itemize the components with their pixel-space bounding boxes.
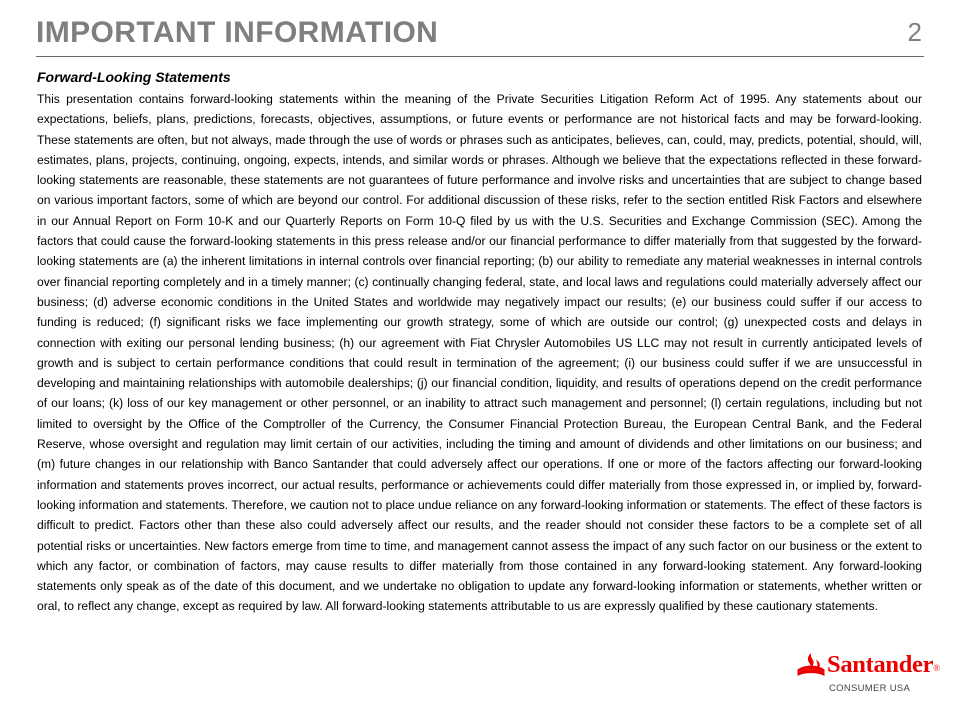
page-title: IMPORTANT INFORMATION <box>36 16 439 49</box>
forward-looking-statements-text: This presentation contains forward-looking statements within the meaning of the Private Securities Litigation Reform Act of 1995. Any statements about our expectations, beliefs, plans, predictions, forecasts, objectives, assumptions, or future events or performance are not historical facts and may be forward-looking. These statements are often, but not always, made through the use of words or phrases such as anticipates, believes, can, could, may, predicts, potential, should, will, estimates, plans, projects, continuing, ongoing, expects, intends, and similar words or phrases. Although we believe that the expectations reflected in these forward-looking statements are reasonable, these statements are not guarantees of future performance and involve risks and uncertainties that are subject to change based on various important factors, some of which are beyond our control. For additional discussion of these risks, refer to the section entitled Risk Factors and elsewhere in our Annual Report on Form 10-K and our Quarterly Reports on Form 10-Q filed by us with the U.S. Securities and Exchange Commission (SEC). Among the factors that could cause the forward-looking statements in this press release and/or our financial performance to differ materially from that suggested by the forward-looking statements are (a) the inherent limitations in internal controls over financial reporting; (b) our ability to remediate any material weaknesses in internal controls over financial reporting completely and in a timely manner; (c) continually changing federal, state, and local laws and regulations could materially adversely affect our business; (d) adverse economic conditions in the United States and worldwide may negatively impact our results; (e) our business could suffer if our access to funding is reduced; (f) significant risks we face implementing our growth strategy, some of which are outside our control; (g) unexpected costs and delays in connection with exiting our personal lending business; (h) our agreement with Fiat Chrysler Automobiles US LLC may not result in currently anticipated levels of growth and is subject to certain performance conditions that could result in termination of the agreement; (i) our business could suffer if we are unsuccessful in developing and maintaining relationships with automobile dealerships; (j) our financial condition, liquidity, and results of operations depend on the credit performance of our loans; (k) loss of our key management or other personnel, or an inability to attract such management and personnel; (l) certain regulations, including but not limited to oversight by the Office of the Comptroller of the Currency, the Consumer Financial Protection Bureau, the European Central Bank, and the Federal Reserve, whose oversight and regulation may limit certain of our activities, including the timing and amount of dividends and other limitations on our business; and (m) future changes in our relationship with Banco Santander that could adversely affect our operations. If one or more of the factors affecting our forward-looking information and statements proves incorrect, our actual results, performance or achievements could differ materially from those expressed in, or implied by, forward-looking information and statements. Therefore, we caution not to place undue reliance on any forward-looking information or statements. The effect of these factors is difficult to predict. Factors other than these also could adversely affect our results, and the reader should not consider these factors to be a complete set of all potential risks or uncertainties. New factors emerge from time to time, and management cannot assess the impact of any such factor on our business or the extent to which any factor, or combination of factors, may cause results to differ materially from those contained in any forward-looking statement. Any forward-looking statements only speak as of the date of this document, and we undertake no obligation to update any forward-looking information or statements, whether written or oral, to reflect any change, except as required by law. All forward-looking statements attributable to us are expressly qualified by these cautionary statements. <box>37 92 922 614</box>
section-heading: Forward-Looking Statements <box>37 69 231 85</box>
page-number: 2 <box>907 17 922 47</box>
title-divider <box>36 56 924 57</box>
santander-flame-icon <box>796 652 826 678</box>
santander-wordmark: Santander® <box>827 651 940 678</box>
santander-logo <box>796 651 940 698</box>
logo-subtitle: CONSUMER USA <box>829 683 911 694</box>
